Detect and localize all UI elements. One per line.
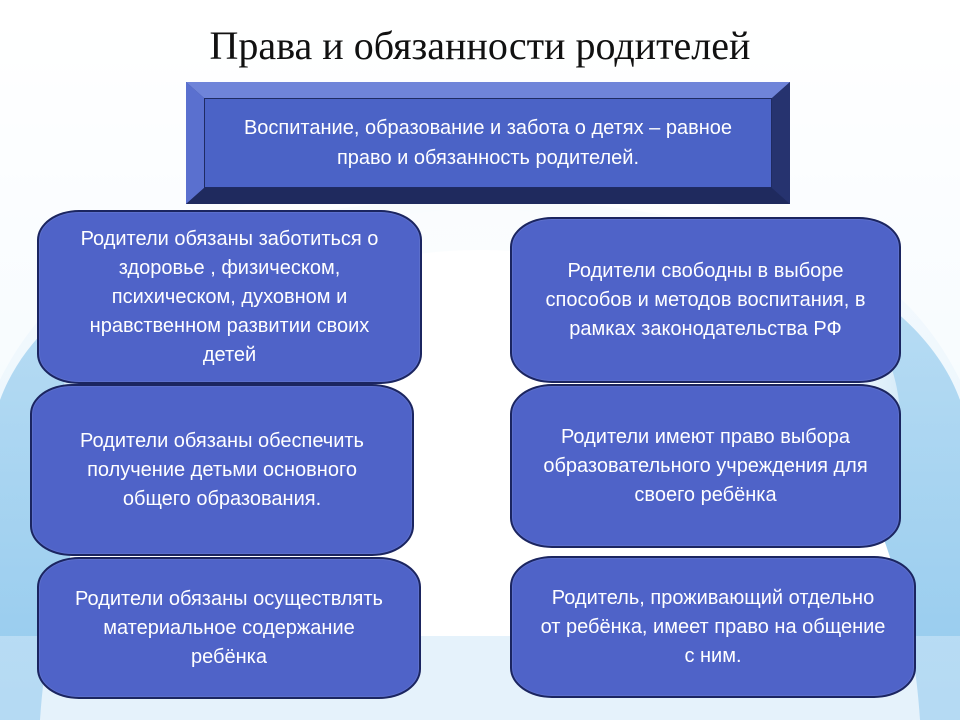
header-box-text: Воспитание, образование и забота о детях – равное право и обязанность родителей.: [204, 98, 772, 188]
header-box: [186, 82, 790, 204]
right-card-school-choice: Родители имеют право выбора образовательного учреждения для своего ребёнка: [510, 384, 901, 548]
right-card-freedom: Родители свободны в выборе способов и методов воспитания, в рамках законодательства РФ: [510, 217, 901, 383]
page-title: Права и обязанности родителей: [209, 23, 751, 68]
left-card-support: Родители обязаны осуществлять материальное содержание ребёнка: [37, 557, 421, 699]
right-card-separate-parent: Родитель, проживающий отдельно от ребёнка, имеет право на общение с ним.: [510, 556, 916, 698]
left-card-education: Родители обязаны обеспечить получение детьми основного общего образования.: [30, 384, 414, 556]
left-card-health: Родители обязаны заботиться о здоровье , физическом, психическом, духовном и нравственном развитии своих детей: [37, 210, 422, 384]
